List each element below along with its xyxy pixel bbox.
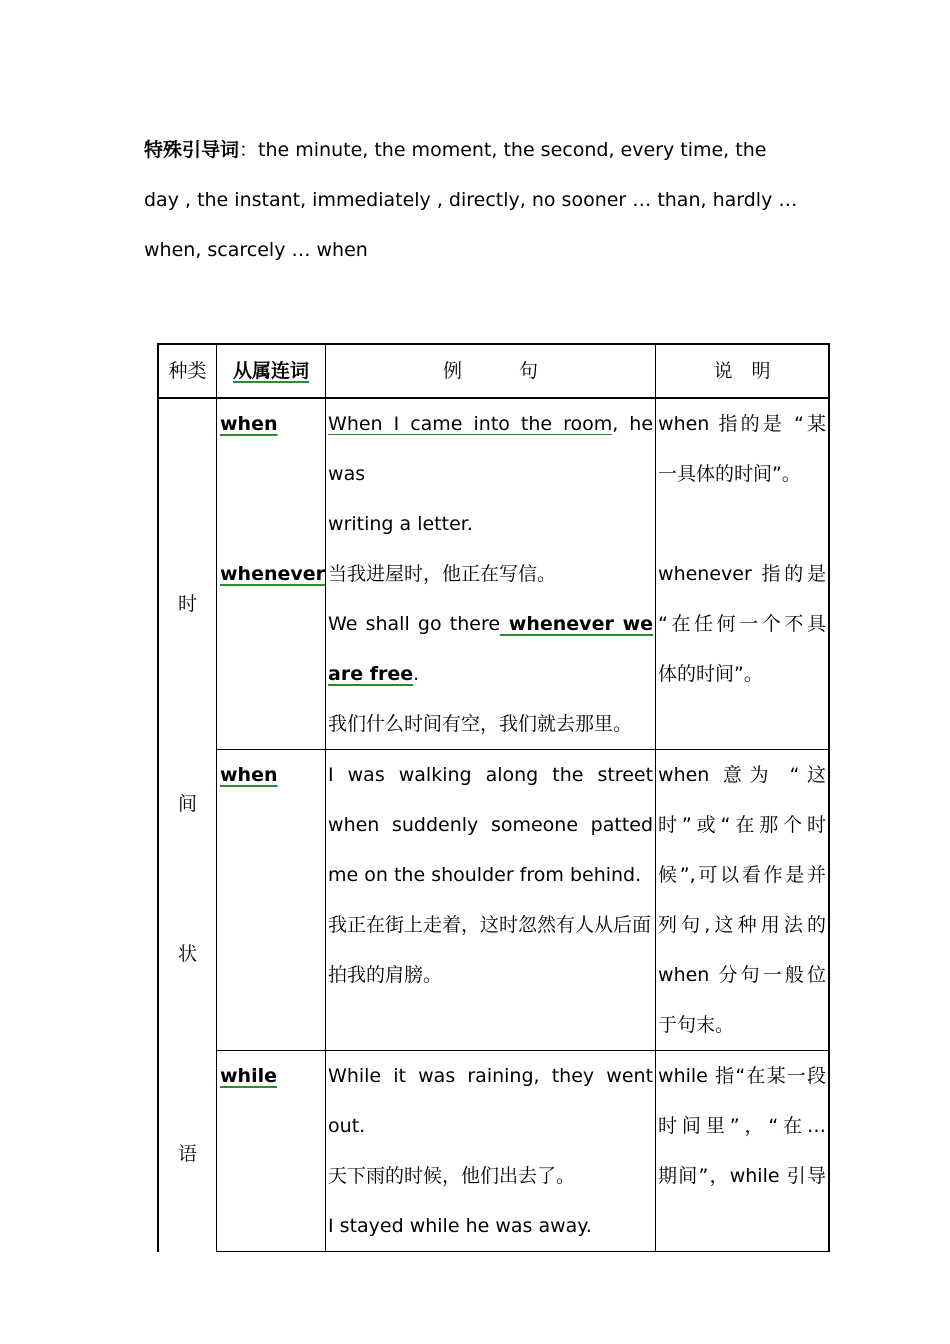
note-when: when 指的是 “某 一具体的时间”。	[658, 413, 827, 485]
conj-cell	[217, 750, 326, 1051]
conj-while: while	[220, 1065, 277, 1087]
intro-label: 特殊引导词	[144, 139, 240, 161]
type-char-4: 语	[177, 1143, 197, 1165]
table-row	[158, 1051, 829, 1252]
note-cell: when 意为 “这 时”或“在那个时 候”,可以看作是并 列句,这种用法的 when 分句一般位 于句末。	[656, 750, 830, 1051]
example-cell: While it was raining, they went out. 天下雨的时候，他们出去了。 I stayed while he was away.	[326, 1051, 656, 1252]
header-type: 种类	[158, 344, 217, 398]
conj-cell	[217, 398, 326, 750]
type-char-2: 间	[177, 793, 197, 815]
example-cell: I was walking along the street when suddenly someone patted me on the shoulder from behind. 我正在街上走着，这时忽然有人从后面 拍我的肩膀。	[326, 750, 656, 1051]
intro-line-2: day , the instant, immediately , directly, no sooner … than, hardly …	[144, 189, 798, 211]
note-cell	[656, 398, 830, 750]
table-header-row	[158, 344, 829, 398]
conj-cell	[217, 1051, 326, 1252]
conj-when: when	[220, 413, 278, 435]
header-note: 说 明	[656, 344, 830, 398]
example-when: When I came into the room, he was writing a letter. 当我进屋时，他正在写信。	[328, 413, 654, 585]
type-char-3: 状	[177, 943, 197, 965]
conj-when-parallel: when	[220, 764, 278, 786]
intro-line-1: 特殊引导词：the minute, the moment, the second, every time, the	[144, 139, 767, 161]
note-cell: while 指“在某一段 时间里”，“在… 期间”，while 引导	[656, 1051, 830, 1252]
type-char-1: 时	[177, 593, 197, 615]
conj-whenever: whenever	[220, 563, 326, 585]
grammar-table	[157, 343, 830, 1252]
table-row	[158, 750, 829, 1051]
example-whenever: We shall go there whenever we are free. 我们什么时间有空，我们就去那里。	[328, 613, 654, 735]
intro-line-3: when, scarcely … when	[144, 239, 368, 261]
type-label	[159, 399, 216, 1199]
example-cell	[326, 398, 656, 750]
type-cell	[158, 398, 217, 1252]
intro-paragraph	[144, 125, 824, 275]
header-example: 例 句	[326, 344, 656, 398]
note-whenever: whenever 指的是 “在任何一个不具 体的时间”。	[658, 563, 827, 685]
table-row	[158, 398, 829, 750]
header-conj: 从属连词	[217, 344, 326, 398]
